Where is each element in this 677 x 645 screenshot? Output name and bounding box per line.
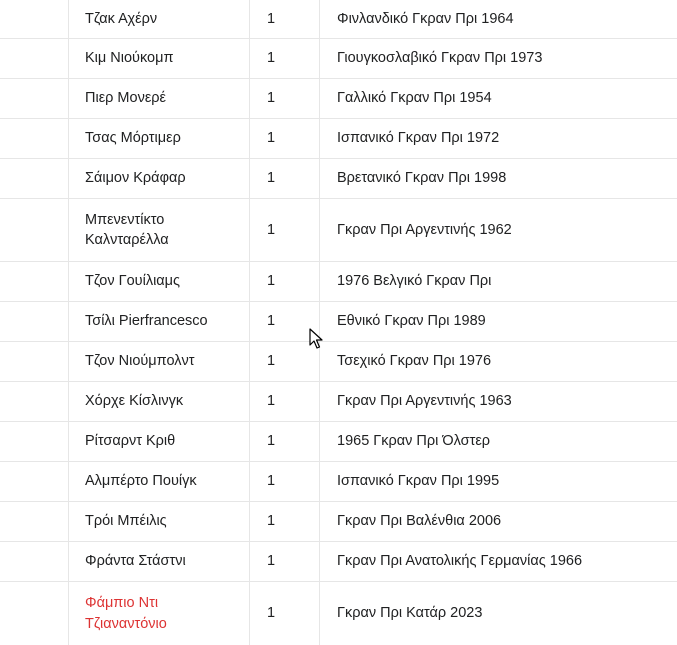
- wins-cell: 1: [250, 39, 320, 78]
- row-spacer-cell: [0, 79, 69, 118]
- row-spacer-cell: [0, 462, 69, 501]
- race-cell: Τσεχικό Γκραν Πρι 1976: [337, 353, 492, 370]
- table-row: [0, 542, 677, 582]
- race-cell: Βρετανικό Γκραν Πρι 1998: [337, 170, 507, 187]
- table-row: [0, 39, 677, 79]
- table-row: [0, 342, 677, 382]
- wins-cell: 1: [250, 262, 320, 301]
- race-cell: Ισπανικό Γκραν Πρι 1995: [337, 473, 500, 490]
- table-row: [0, 382, 677, 422]
- wins-cell: 1: [250, 199, 320, 261]
- race-cell: Γκραν Πρι Αργεντινής 1962: [337, 221, 512, 238]
- row-spacer-cell: [0, 39, 69, 78]
- driver-cell: Τζον Νιούμπολντ: [69, 342, 250, 381]
- row-spacer-cell: [0, 422, 69, 461]
- table-row: [0, 302, 677, 342]
- table-row: [0, 199, 677, 262]
- race-cell: Φινλανδικό Γκραν Πρι 1964: [337, 10, 514, 27]
- table-row: [0, 159, 677, 199]
- wins-cell: 1: [250, 382, 320, 421]
- driver-cell: Πιερ Μονερέ: [69, 79, 250, 118]
- driver-cell: Αλμπέρτο Πουίγκ: [69, 462, 250, 501]
- row-spacer-cell: [0, 262, 69, 301]
- row-spacer-cell: [0, 382, 69, 421]
- table-row: [0, 462, 677, 502]
- driver-cell: Σάιμον Κράφαρ: [69, 159, 250, 198]
- table-row: [0, 422, 677, 462]
- driver-cell: [69, 582, 250, 645]
- driver-cell: Τζον Γουίλιαμς: [69, 262, 250, 301]
- row-spacer-cell: [0, 0, 69, 38]
- table-row: [0, 582, 677, 645]
- wins-cell: 1: [250, 542, 320, 581]
- race-cell: Γκραν Πρι Κατάρ 2023: [337, 605, 483, 622]
- wins-cell: 1: [250, 302, 320, 341]
- row-spacer-cell: [0, 119, 69, 158]
- row-spacer-cell: [0, 582, 69, 645]
- race-cell: Γαλλικό Γκραν Πρι 1954: [337, 90, 492, 107]
- race-cell: Γκραν Πρι Αργεντινής 1963: [337, 393, 512, 410]
- race-cell: Ισπανικό Γκραν Πρι 1972: [337, 130, 500, 147]
- driver-cell: Ρίτσαρντ Κριθ: [69, 422, 250, 461]
- driver-cell: Χόρχε Κίσλινγκ: [69, 382, 250, 421]
- table-row: [0, 0, 677, 39]
- wins-cell: 1: [250, 502, 320, 541]
- driver-cell: Τσας Μόρτιμερ: [69, 119, 250, 158]
- row-spacer-cell: [0, 302, 69, 341]
- race-cell: 1965 Γκραν Πρι Όλστερ: [337, 433, 491, 450]
- wins-cell: 1: [250, 582, 320, 645]
- race-cell: Εθνικό Γκραν Πρι 1989: [337, 313, 486, 330]
- table-row: [0, 502, 677, 542]
- driver-cell: Μπενεντίκτο Καλνταρέλλα: [69, 199, 250, 261]
- table-row: [0, 79, 677, 119]
- driver-link[interactable]: Φάμπιο Ντι Τζιαναντόνιο: [85, 595, 167, 632]
- race-cell: Γκραν Πρι Βαλένθια 2006: [337, 513, 502, 530]
- row-spacer-cell: [0, 199, 69, 261]
- race-cell: 1976 Βελγικό Γκραν Πρι: [337, 273, 492, 290]
- driver-cell: Τζακ Αχέρν: [69, 0, 250, 38]
- driver-cell: Κιμ Νιούκομπ: [69, 39, 250, 78]
- wins-cell: 1: [250, 462, 320, 501]
- race-cell: Γιουγκοσλαβικό Γκραν Πρι 1973: [337, 50, 543, 67]
- row-spacer-cell: [0, 342, 69, 381]
- driver-cell: Τσίλι Pierfrancesco: [69, 302, 250, 341]
- driver-cell: Φράντα Στάστνι: [69, 542, 250, 581]
- wins-cell: 1: [250, 422, 320, 461]
- wins-cell: 1: [250, 119, 320, 158]
- row-spacer-cell: [0, 159, 69, 198]
- wins-cell: 1: [250, 79, 320, 118]
- wins-cell: 1: [250, 159, 320, 198]
- driver-cell: Τρόι Μπέιλις: [69, 502, 250, 541]
- race-cell: Γκραν Πρι Ανατολικής Γερμανίας 1966: [337, 553, 583, 570]
- wins-cell: 1: [250, 0, 320, 38]
- wins-cell: 1: [250, 342, 320, 381]
- row-spacer-cell: [0, 542, 69, 581]
- row-spacer-cell: [0, 502, 69, 541]
- table-row: [0, 262, 677, 302]
- table-row: [0, 119, 677, 159]
